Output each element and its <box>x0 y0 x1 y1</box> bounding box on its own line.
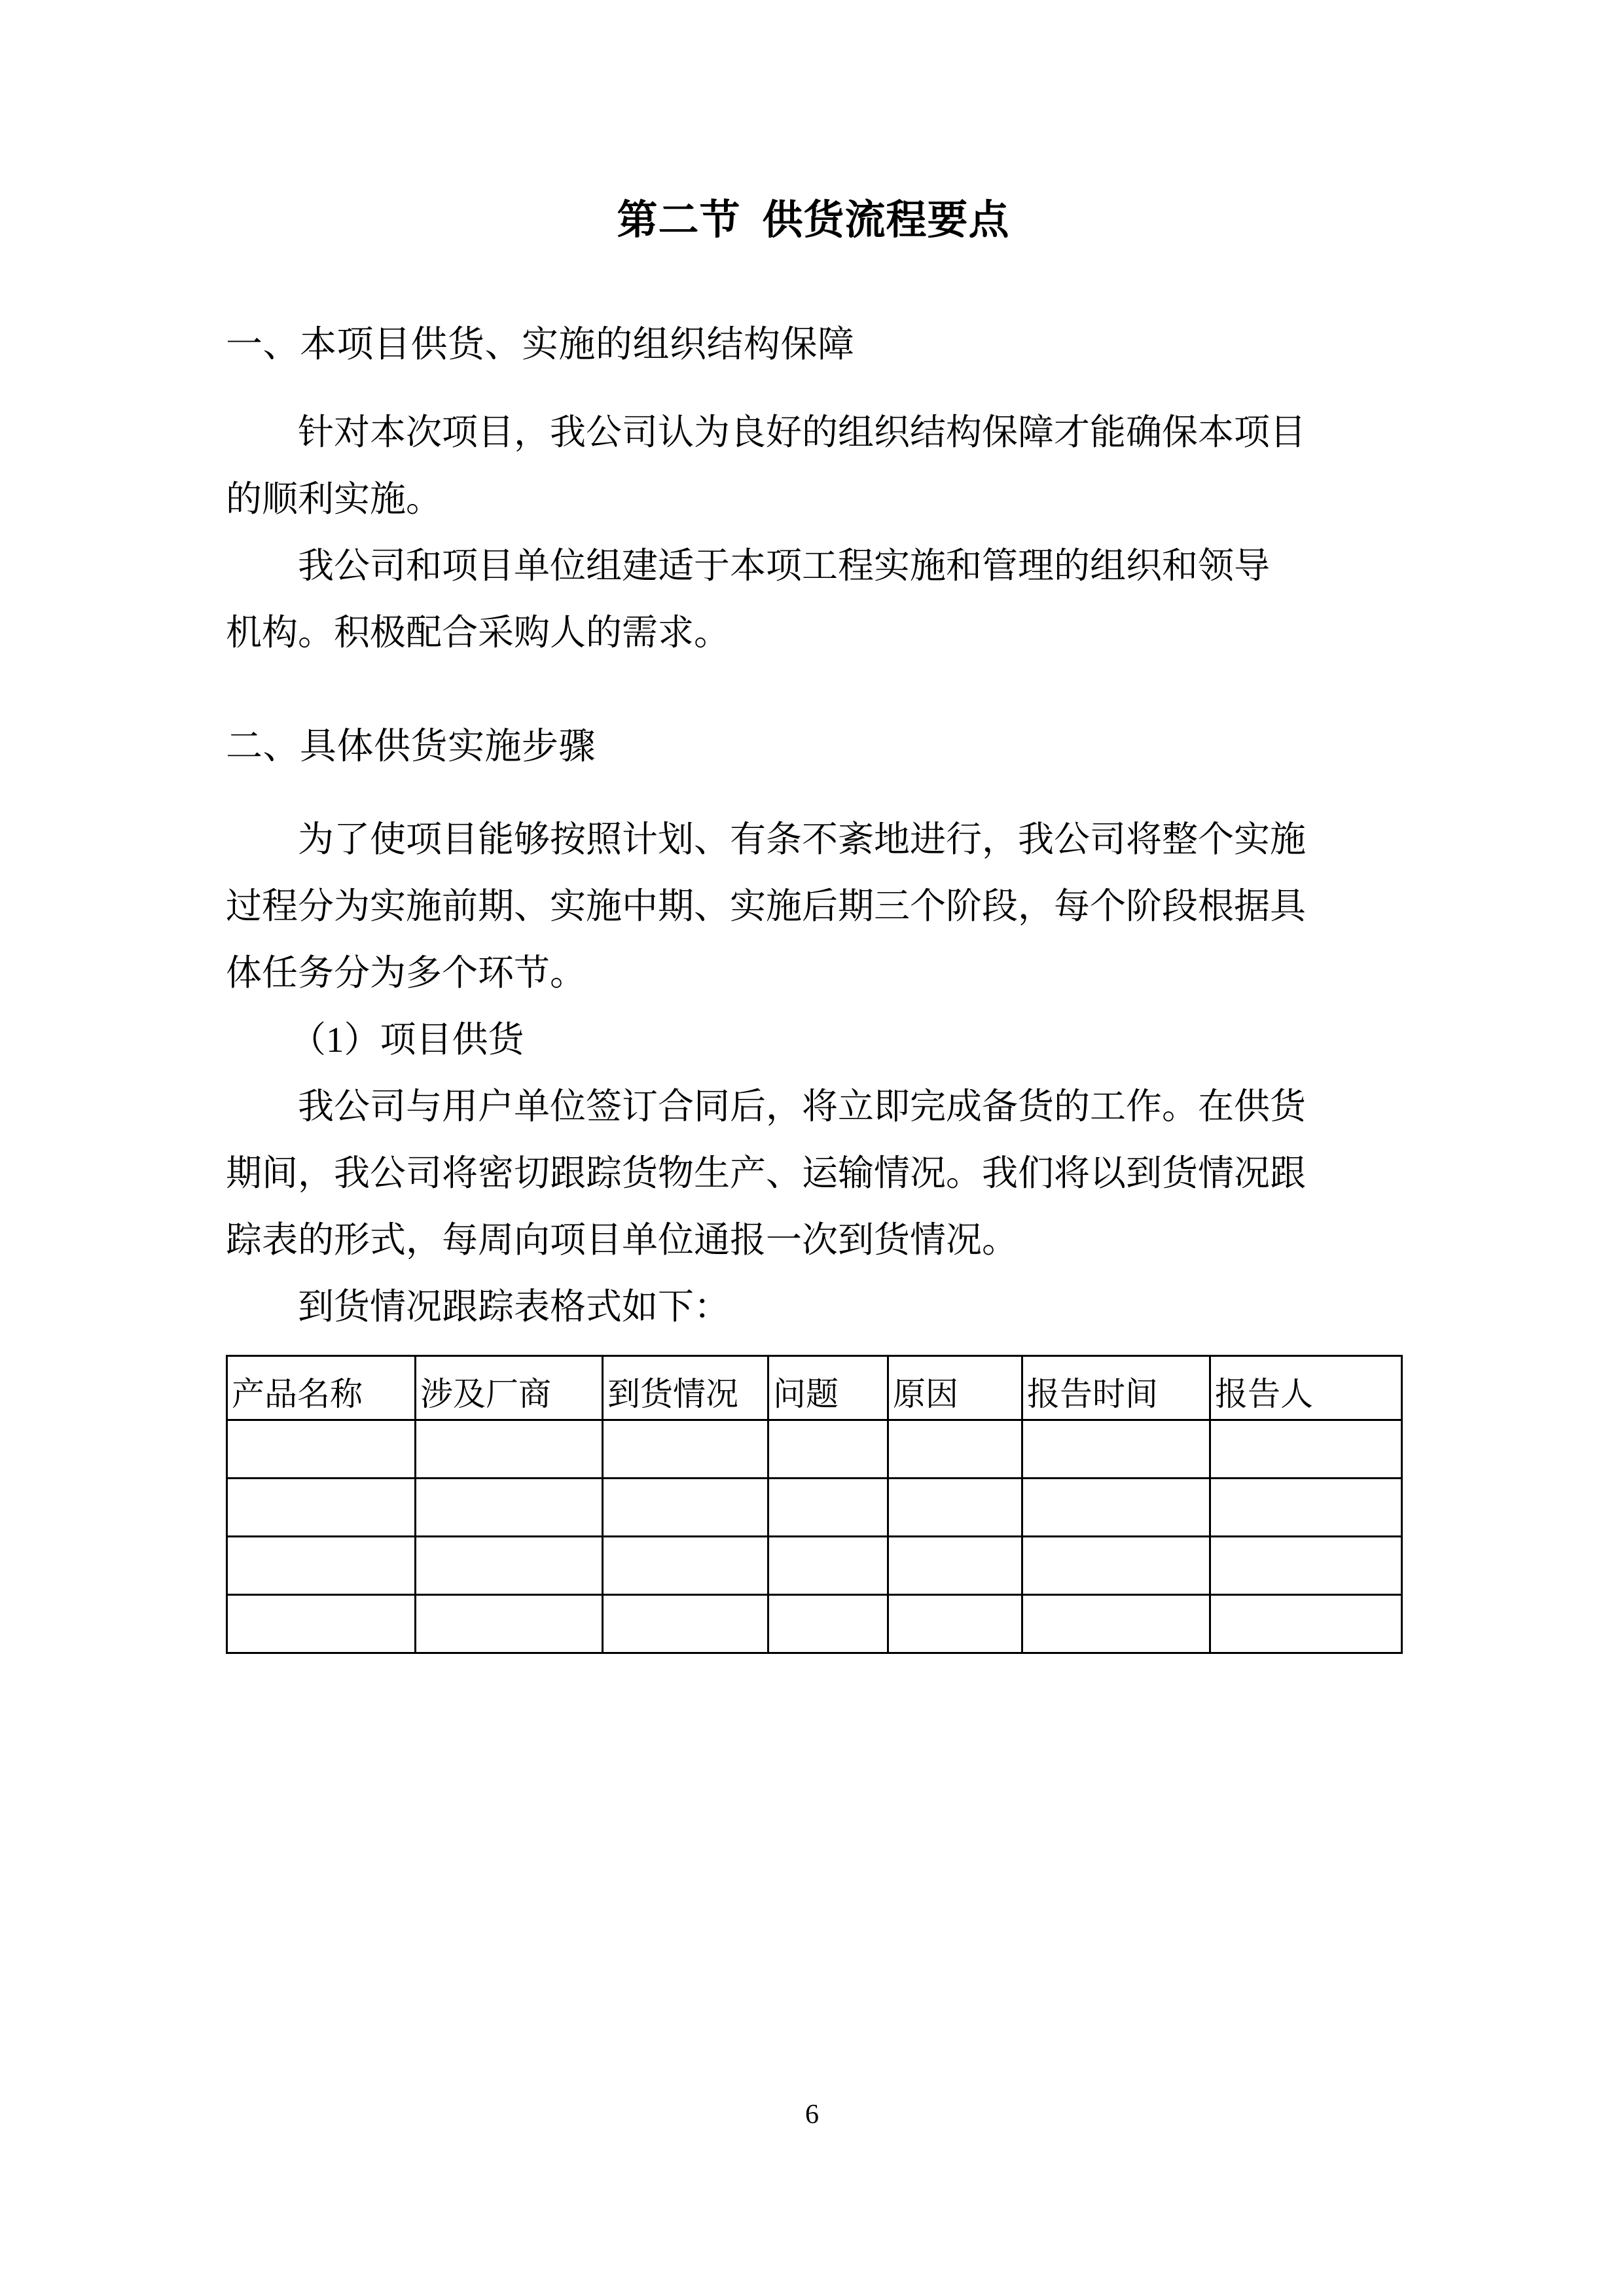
spacer <box>226 245 1401 322</box>
table-cell[interactable] <box>603 1595 768 1653</box>
paragraph-line <box>226 1073 1401 1140</box>
table-cell[interactable] <box>888 1537 1022 1595</box>
table-cell[interactable] <box>227 1537 416 1595</box>
subsection-label-wrapper <box>226 1007 1401 1073</box>
paragraph-line: 期间，我公司将密切跟踪货物生产、运输情况。我们将以到货情况跟 <box>226 1153 1307 1194</box>
table-cell[interactable] <box>1210 1595 1402 1653</box>
table-column-header: 报告时间 <box>1022 1356 1210 1420</box>
table-cell[interactable] <box>603 1479 768 1537</box>
table-column-header: 原因 <box>888 1356 1022 1420</box>
page-content <box>226 0 1401 1654</box>
paragraph <box>226 806 1401 1007</box>
paragraph-line <box>226 399 1401 466</box>
table-row <box>227 1479 1402 1537</box>
table-cell[interactable] <box>416 1479 603 1537</box>
table-cell[interactable] <box>768 1479 888 1537</box>
line-text: 我公司和项目单位组建适于本项工程实施和管理的组织和领导 <box>298 546 1271 586</box>
page-title: 第二节 供货流程要点 <box>617 198 1010 243</box>
table-cell[interactable] <box>1022 1420 1210 1479</box>
table-cell[interactable] <box>1210 1537 1402 1595</box>
paragraph-line: 踪表的形式，每周向项目单位通报一次到货情况。 <box>226 1220 1019 1261</box>
table-column-header: 产品名称 <box>227 1356 416 1420</box>
paragraph <box>226 533 1401 666</box>
table-cell[interactable] <box>1210 1420 1402 1479</box>
page-number: 6 <box>805 2100 819 2130</box>
paragraph-line <box>226 1007 1401 1073</box>
table-body <box>227 1420 1402 1653</box>
spacer <box>226 368 1401 399</box>
paragraph-line: 过程分为实施前期、实施中期、实施后期三个阶段，每个阶段根据具 <box>226 886 1307 927</box>
paragraph-line <box>226 533 1401 600</box>
table-intro-wrapper <box>226 1274 1401 1340</box>
spacer <box>226 666 1401 724</box>
table-header <box>227 1356 1402 1420</box>
subsection-label: （1）项目供货 <box>290 1020 524 1060</box>
line-text: 我公司与用户单位签订合同后，将立即完成备货的工作。在供货 <box>298 1086 1307 1127</box>
paragraph <box>226 399 1401 533</box>
table-cell[interactable] <box>768 1420 888 1479</box>
spacer <box>226 770 1401 806</box>
paragraph-line: 的顺利实施。 <box>226 479 442 520</box>
table-row <box>227 1537 1402 1595</box>
table-header-row <box>227 1356 1402 1420</box>
table-cell[interactable] <box>603 1420 768 1479</box>
table-cell[interactable] <box>416 1420 603 1479</box>
table-column-header: 涉及厂商 <box>416 1356 603 1420</box>
table-cell[interactable] <box>416 1537 603 1595</box>
line-text: 针对本次项目，我公司认为良好的组织结构保障才能确保本项目 <box>298 412 1307 453</box>
table-row <box>227 1595 1402 1653</box>
paragraph-line <box>226 1274 1401 1340</box>
table-column-header: 报告人 <box>1210 1356 1402 1420</box>
table-cell[interactable] <box>888 1479 1022 1537</box>
table-cell[interactable] <box>1210 1479 1402 1537</box>
table-cell[interactable] <box>603 1537 768 1595</box>
table-cell[interactable] <box>768 1537 888 1595</box>
paragraph-line: 体任务分为多个环节。 <box>226 953 586 994</box>
line-text: 为了使项目能够按照计划、有条不紊地进行，我公司将整个实施 <box>298 819 1307 860</box>
section-heading-1: 一、本项目供货、实施的组织结构保障 <box>226 325 855 366</box>
table-cell[interactable] <box>1022 1479 1210 1537</box>
table-cell[interactable] <box>888 1420 1022 1479</box>
table-column-header: 到货情况 <box>603 1356 768 1420</box>
table-cell[interactable] <box>888 1595 1022 1653</box>
table-cell[interactable] <box>1022 1537 1210 1595</box>
paragraph-line <box>226 806 1401 873</box>
arrival-tracking-table <box>226 1355 1403 1654</box>
section-heading-2: 二、具体供货实施步骤 <box>226 726 596 768</box>
table-cell[interactable] <box>227 1420 416 1479</box>
table-cell[interactable] <box>768 1595 888 1653</box>
table-row <box>227 1420 1402 1479</box>
paragraph <box>226 1073 1401 1274</box>
table-cell[interactable] <box>227 1595 416 1653</box>
table-cell[interactable] <box>1022 1595 1210 1653</box>
table-cell[interactable] <box>227 1479 416 1537</box>
paragraph-line: 机构。积极配合采购人的需求。 <box>226 613 731 653</box>
table-cell[interactable] <box>416 1595 603 1653</box>
table-column-header: 问题 <box>768 1356 888 1420</box>
table-intro-text: 到货情况跟踪表格式如下： <box>298 1287 731 1327</box>
